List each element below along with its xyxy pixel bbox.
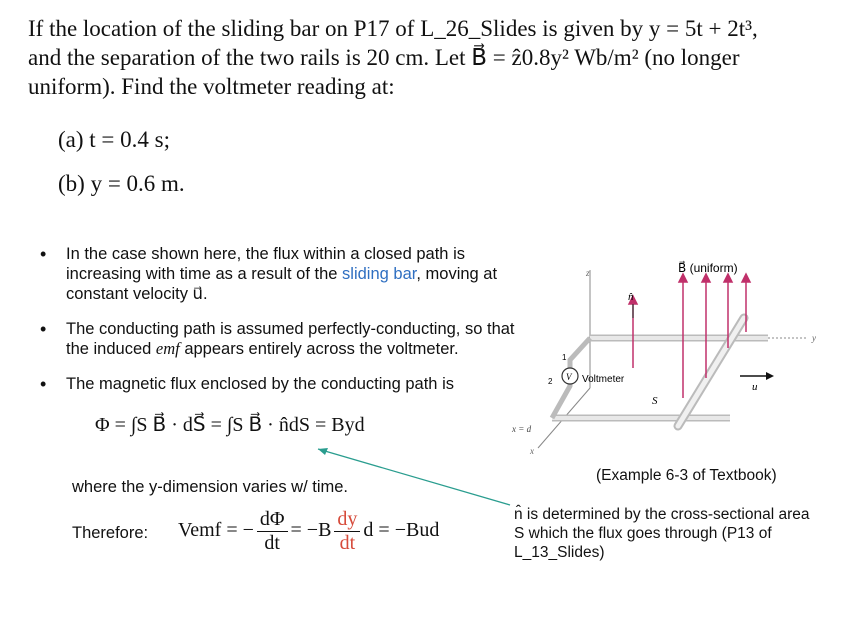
part-a: (a) t = 0.4 s; xyxy=(58,127,170,152)
b-uniform-label: B⃗ (uniform) xyxy=(678,261,738,275)
problem-line-1: If the location of the sliding bar on P17 of L_26_Slides is given by y = 5t + 2t³, xyxy=(28,16,758,41)
y-label: y xyxy=(812,333,816,343)
example-caption: (Example 6-3 of Textbook) xyxy=(596,467,777,484)
dphi-dt-fraction: $\frac{d\Phi}{dt}$ xyxy=(257,508,288,555)
voltmeter-label: Voltmeter xyxy=(582,374,625,385)
sliding-bar-highlight: sliding bar xyxy=(342,265,417,283)
z-label: z xyxy=(586,268,590,278)
problem-line-2: and the separation of the two rails is 20 cm. Let B⃗ = ẑ0.8y² Wb/m² (no longer xyxy=(28,45,740,70)
dy-dt-fraction: $\frac{dy}{dt}$ xyxy=(334,508,360,555)
terminal-1-label: 1 xyxy=(562,353,567,362)
part-b: (b) y = 0.6 m. xyxy=(58,171,185,196)
normal-label: n̂ xyxy=(628,291,634,303)
bullet-2: • The conducting path is assumed perfectly-conducting, so that the induced emf appears entirely across the voltmeter. xyxy=(40,319,530,359)
therefore-label: Therefore: xyxy=(72,524,149,542)
flux-equation: Φ = ∫S B⃗ · dS⃗ = ∫S B⃗ · n̂dS = Byd xyxy=(95,414,365,436)
voltmeter-v-label: V xyxy=(566,372,572,382)
vemf-equation: Vemf = − $\frac{d\Phi}{dt}$ = −B $\frac{dy}{dt}$ d = −Bud xyxy=(178,508,440,554)
terminal-2-label: 2 xyxy=(548,377,553,386)
where-text: where the y-dimension varies w/ time. xyxy=(72,478,349,496)
nhat-note: n̂ is determined by the cross-sectional area S which the flux goes through (P13 of L_13_Slides) xyxy=(514,506,810,561)
velocity-label: u⃗ xyxy=(752,381,767,393)
x-equals-d-label: x = d xyxy=(512,424,532,434)
bullet-3: • The magnetic flux enclosed by the conducting path is xyxy=(40,374,530,394)
surface-label: S xyxy=(652,395,658,407)
bullet-1: • In the case shown here, the flux within a closed path is increasing with time as a result of the sliding bar, moving at constant velocity u⃗. xyxy=(40,244,530,304)
problem-line-3: uniform). Find the voltmeter reading at: xyxy=(28,74,395,99)
x-label: x xyxy=(530,446,534,456)
